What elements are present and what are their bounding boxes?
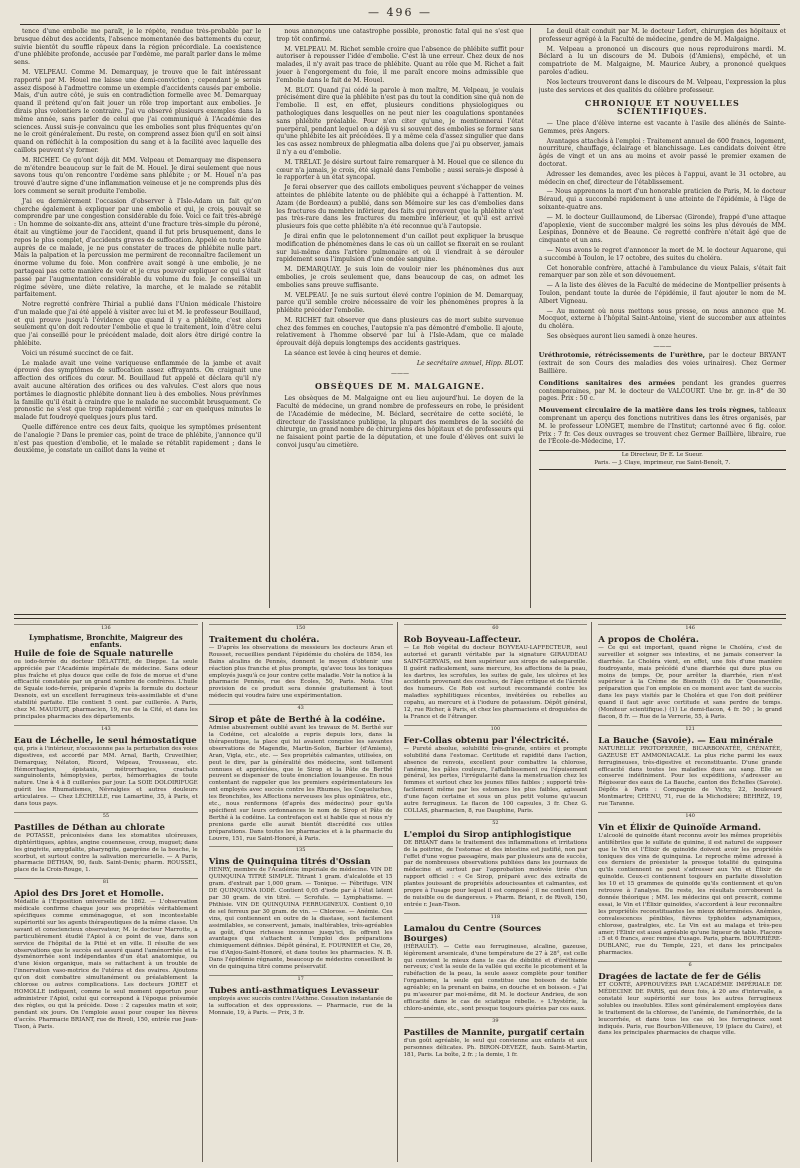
paragraph: Je ferai observer que des caillots emboliques peuvent s'échapper de veines atteintes de phlébite latente ou de phlébite qui a échappé à l'attention. M. Azam (de Bordeaux) a publié, dans son Mémoire sur les cas d'embolies dans les fractures du membre inférieur, des faits qui prouvent que la phlébite n'est pas très-rare dans les fractures du membre inférieur, et qu'il est arrivé plusieurs fois que cette phlébite n'a été reconnue qu'à l'autopsie. xyxy=(276,184,524,231)
paragraph: M. RICHET. Ce qu'ont déjà dit MM. Velpeau et Demarquay me dispensera de m'étendre beaucoup sur le fait de M. Houel. Je dirai seulement que nous savons tous qu'on rencontre l'œdème sans phlébite ; or M. Houel n'a pas trouvé d'autre signe d'une inflammation veineuse et je ne comprends plus dès lors comment se serait produite l'embolie. xyxy=(14,156,262,195)
paragraph: M. TRÉLAT. Je désire surtout faire remarquer à M. Houel que ce silence du cœur n'a jamais, je crois, été signalé dans l'embolie ; aussi serais-je disposé à le rapporter à un état syncopal. xyxy=(276,158,524,182)
advertisement-columns xyxy=(14,622,786,1162)
advertisement xyxy=(404,725,588,815)
bibliography-title: Uréthrotomie, rétrécissements de l'urèthre, xyxy=(538,351,709,360)
separator: ——— xyxy=(653,342,672,350)
paragraph: Le malade avait une veine variqueuse enflammée de la jambe et avait éprouvé des symptômes de suffocation assez effrayants. On craignait une affection des orifices du cœur. M. Bouillaud fut appelé et déclara qu'il n'y avait aucune altération des orifices ou des valvules. C'est alors que nous portâmes le diagnostic phlébite donnant lieu à des embolies. Nous prévînmes la famille qu'il était à craindre que le malade ne succombât brusquement. Ce pronostic ne s'est que trop rapidement vérifié ; car en quelques minutes le malade fut foudroyé quelques jours plus tard. xyxy=(14,359,262,422)
ad-number: 55 xyxy=(14,812,198,820)
ad-body: (HÉRAULT). — Cette eau ferrugineuse, alcaline, gazeuse, légèrement arsenicale, d'une température de 27 à 28°, est celle qui convient le mieux dans le cas de débilité et d'éréthisme nerveux; c'est la seule de la vallée qui excite le picotement et la rubéfaction de la peau, la seule assez complète pour tonifier l'organisme, la seule qui constitue une boisson de table agréable; en la prenant en bains, en douche et en boisson. « J'ai pu m'assurer par moi-même, dit M. le docteur Andrieu, de son efficacité dans le cas de sciatique rebelle. » L'hystérie, la chloro-anémie, etc., sont presque toujours guéries par ces eaux. xyxy=(403,943,588,1012)
advertisement xyxy=(404,1017,588,1059)
bibliography-entry xyxy=(539,380,786,403)
bibliography-entry xyxy=(539,407,786,446)
advertisement xyxy=(14,725,198,808)
ad-body: HENRY, membre de l'Académie impériale de médecine. VIN DE QUINQUINA TITRÉ SIMPLE. Titrant 1 gram. d'alcaloïde et 15 gram. d'extrait par 1,000 gram. — Tonique. — Fébrifuge. VIN DE QUINQUINA IODÉ. Contient 0,05 d'iode par à l'état latent par 30 gram. de vin titré. — Scrofule. — Lymphatisme. — Phthisie. VIN DE QUINQUINA FERRUGINEUX. Contient 0,10 de sel ferreux par 30 gram. de vin. — Chlorose. — Anémie. Ces vins, qui contiennent en outre de la diastase, sont facilement assimilables, se conservent, jamais, inaltérables, très-agréables au goût, d'une richesse inconnue jusqu'ici, ils offrent les avantages qui s'attachent à l'emploi des préparations chimiquement définies. Dépôt général, E. FOURNIER et Cie, 26, rue d'Anjou-Saint-Honoré, et dans toutes les pharmacies. N. B. Dans l'épidémie régnante, beaucoup de médecins conseillent le vin de quinquina titré comme préservatif. xyxy=(208,867,393,971)
advertisement xyxy=(14,812,198,874)
advertisement xyxy=(209,704,393,842)
paragraph: Notre regretté confrère Thirial a publié dans l'Union médicale l'histoire d'un malade que j'ai été appelé à visiter avec lui et M. le professeur Bouillaud, et qui prouve jusqu'à l'évidence que quand il y a phlébite, c'est alors seulement qu'on doit redouter l'embolie et que le traitement, loin d'être celui que j'ai conseillé pour le précédent malade, doit alors être dirigé contre la phlébite. xyxy=(14,301,262,348)
imprint-director: Le Directeur, Dr E. Le Sueur. xyxy=(621,452,703,459)
ads-column-1 xyxy=(14,622,203,1162)
column-middle xyxy=(269,28,530,608)
ad-number: 81 xyxy=(14,878,198,886)
paragraph: Les obsèques de M. Malgaigne ont eu lieu aujourd'hui. Le doyen de la Faculté de médecine, un grand nombre de professeurs en robe, le président de l'Académie de médecine, M. Béclard, secrétaire de cette société, le directeur de l'assistance publique, la plupart des membres de la société de chirurgie, un grand nombre de chirurgiens des hôpitaux et de professeurs qui ne faisaient point partie de la députation, et une foule d'élèves ont suivi le convoi jusqu'au cimetière. xyxy=(276,395,524,450)
ad-title: Vins de Quinquina titrés d'Ossian xyxy=(208,857,371,868)
ad-body: DE BRIANT dans le traitement des inflammations et irritations de la poitrine, de l'estomac et des intestins est justifié, non par l'effet d'une vogue passagère, mais par plusieurs ans de succès, par de nombreuses observations publiées dans les journaux de médecine et surtout par l'approbation motivée tirée d'un rapport officiel : « Ce Sirop, préparé avec des extraits de plantes jouissant de propriétés adoucissantes et calmantes, est propre à l'usage pour lequel il est composé ; il ne contient rien de nuisible ou de dangereux. » Pharm. Briant, r. de Rivoli, 150, entrée r. Jean-Tison. xyxy=(403,839,588,908)
ad-title: Pastilles de Mannite, purgatif certain xyxy=(403,1027,585,1038)
ad-body: qui, pris à l'intérieur, n'occasionne pas la perturbation des voies digestives, est accordé par MM. Arnal, Barth, Cruveilhier, Demarquay, Nélaton, Ricord, Velpeau, Trousseau, etc. Hémorrhagies, épistaxis, métrorrhagies, crachats sanguinolents, hémoptysies, pertes, hémorrhagies de toute nature. Une à 4 à 8 cuillerées par jour. La SOIE DOLOIRIFUGE guérit les Rhumatismes, Névralgies et autres douleurs articulaires. — Chez LÉCHELLE, rue Lamartine, 35, à Paris, et dans tous pays. xyxy=(14,745,198,808)
ad-title: Tubes anti-asthmatiques Levasseur xyxy=(208,985,379,996)
advertisement xyxy=(598,725,782,808)
column-right xyxy=(539,28,786,608)
ad-body: Admise abusivement oublié avant les travaux de M. Berthé sur la Codéine, cet alcaloïde a repris depuis lors, dans la thérapeutique, la place qui lui avaient conquise les savantes observations de Magendie, Martin-Solon, Barbier (d'Amiens), Aran, Vigla, etc., etc. — Ses propriétés calmantes, utilisées, on peut le dire, par la généralité des médecins, sont tellement connues et appréciées, que le Sirop et la Pâte de Berthé peuvent se dispenser de toute énonciation louangeuse. En nous contentant de rappeler que les premiers expérimentateurs les ont employés avec succès contre les Rhumes, les Coqueluches, les Bronchites, les Affections nerveuses les plus opiniâtres, etc., etc., nous renfermons (d'après des médecins) pour qu'ils spécifient sur leurs ordonnances le nom de Sirop et Pâte de Berthé à la codéine. La contrefaçon est si habile que si nous n'y prenions garde elle aurait bientôt discrédité ces utiles préparations. Dans toutes les pharmacies et à la pharmacie du Louvre, 151, rue Saint-Honoré, à Paris. xyxy=(208,725,393,842)
paragraph: M. BLOT. Quand j'ai cédé la parole à mon maître, M. Velpeau, je voulais précisément dire que la phlébite n'est pas du tout la condition sine quâ non de l'embolie. Il est, en effet, plusieurs conditions physiologiques ou pathologiques dans lesquelles on ne peut nier les coagulations spontanées sans phlébite préalable. Pour n'en citer qu'une, je mentionnerai l'état puerpéral, pendant lequel on a déjà vu si souvent des embolies se former sans qu'une phlébite les ait précédées. Il y a même cela d'assez singulier que dans les cas assez nombreux de phlegmatia alba dolens que j'ai pu observer, jamais il n'y a eu d'embolie. xyxy=(276,86,524,156)
ad-body: employés avec succès contre l'Asthme. Cessation instantanée de la suffocation et des oppressions. — Pharmacie, rue de la Monnaie, 19, à Paris. — Prix, 3 fr. xyxy=(208,995,393,1016)
obsequies-text xyxy=(276,395,523,450)
ad-title: La Bauche (Savoie). — Eau minérale xyxy=(598,735,774,746)
ad-number: 39 xyxy=(404,1017,588,1025)
news-item: — Une place d'élève interne est vacante à l'asile des aliénés de Sainte-Gemmes, près Angers. xyxy=(538,119,786,135)
paragraph: nous annonçons une catastrophe possible, pronostic fatal qui ne s'est que trop tôt confirmé. xyxy=(276,28,524,43)
ad-body: L'alcoolé de quinoïde étant reconnu avoir les mêmes propriétés antifébriles que le sulfate de quinine, il est naturel de supposer que le Vin et l'Élixir de quinoïde doivent avoir les propriétés toniques des vins de quinquina. Le reproche même adressé à ces derniers de préexister la presque totalité du quinquina qu'ils contiennent ne peut s'adresser aux Vin et Élixir de quinoïde. Ceux-ci contiennent toujours en parfaite dissolution les 10 et 15 grammes de quinoïde qu'ils contiennent et qu'on retrouve à l'analyse. Du reste, les résultats corroborent la donnée théorique ; MM. les médecins qui ont prescrit, comme essai, le Vin et l'Élixir quinoïdes, s'accordent à leur reconnaître les propriétés reconstituantes les mieux déterminées. Anémies, convalescences pénibles, fièvres typhoïdes adynamiques, chlorose, gastralgies, etc. Le Vin est au malaga et très-peu amer; l'Élixir est aussi agréable qu'une liqueur de table. Flacons : 5 et 6 francs, avec remise d'usage. Paris, pharm. BOURRIÈRE-DUBLANC, rue du Temple, 221, et dans les principales pharmacies. xyxy=(598,832,782,957)
advertisement xyxy=(404,819,588,909)
ads-column-2 xyxy=(209,622,398,1162)
news-item: — Nous avons le regret d'annoncer la mort de M. le docteur Aquarone, qui a succombé à Toulon, le 17 octobre, des suites du choléra. xyxy=(538,246,786,262)
separator: ——— xyxy=(390,369,409,377)
ad-title: Lamalou du Centre (Sources Bourges) xyxy=(403,923,542,944)
ad-number: 150 xyxy=(209,624,393,632)
ad-title: Pastilles de Déthan au chlorate xyxy=(14,822,165,833)
ad-body: d'un goût agréable, le seul qui convienne aux enfants et aux personnes délicates. Ph. BIRON-DEVEZE, faub. Saint-Martin, 181, Paris. La boîte, 2 fr. ; la demie, 1 fr. xyxy=(403,1037,588,1058)
chronicle-text xyxy=(539,120,786,341)
ad-title: Apiol des Drs Joret et Homolle. xyxy=(14,889,164,900)
ad-title: A propos de Choléra. xyxy=(598,634,699,645)
news-item: — M. le docteur Guillaumond, de Libersac (Gironde), frappé d'une attaque d'apoplexie, vient de succomber malgré les soins les plus dévoués de MM. Lespinas, Donnève et de Beaune. Ce regretté confrère n'était âgé que de cinquante et un ans. xyxy=(538,213,786,245)
secretary-signature: Le secrétaire annuel, Hipp. BLOT. xyxy=(416,359,524,367)
ad-number: 135 xyxy=(209,846,393,854)
ad-heading: Lymphatisme, Bronchite, Maigreur des enfants. xyxy=(29,632,183,649)
session-report xyxy=(276,28,523,358)
ad-body: NATURELLE PROTOFERRÉE, BICARBONATÉE, CRÉNATÉE, GAZEUSE ET AMMONIACALE. La plus riche parmi les eaux ferrugineuses, très-digestive et reconstituante. D'une grande efficacité dans toutes les maladies dues au sang. Elle se conserve indéfiniment. Pour les expéditions, s'adresser au Régisseur des eaux de La Bauche, canton des Échelles (Savoie). Dépôts à Paris : Compagnie de Vichy, 22, boulevard Montmartre; CHENU, 71, rue de la Michodière; BEHREZ, 19, rue Taranne. xyxy=(598,745,782,808)
ad-title: Eau de Léchelle, le seul hémostatique xyxy=(14,735,197,746)
bibliography-text: tableaux comprenant un aperçu des fonctions nutritives dans les êtres organisés, par M. le professeur LONGET, membre de l'Institut; cartonné avec 6 fig. color. Prix : 7 fr. Ces deux ouvrages se trouvent chez Germer Baillière, libraire, rue de l'École-de-Médecine, 17. xyxy=(538,407,786,446)
ad-title: Sirop et pâte de Berthé à la codéine. xyxy=(208,715,386,726)
advertisement xyxy=(598,624,782,721)
advertisement xyxy=(404,913,588,1013)
ad-body: de POTASSE, préconisées dans les stomatites ulcéreuses, diphtéritiques, aphtes, angine couenneuse, croup, muguet; dans les gingivite, amygdalite, pharyngite, gangrène de la bouche, le scorbut, et surtout contre la salivation mercurielle. — A Paris, pharmacie DÉTHAN, 90, faub. Saint-Denis; pharm. ROUSSEL, place de la Croix-Rouge, 1. xyxy=(14,832,198,874)
obsequies-title: OBSÈQUES DE M. MALGAIGNE. xyxy=(315,381,485,392)
bibliography-text: pendant les grandes guerres contemporaines, par M. le docteur de VALCOURT. Une br. gr. in-8° de 30 pages. Prix : 50 c. xyxy=(538,379,786,403)
page-number: — 496 — xyxy=(20,6,780,25)
paragraph: M. VELPEAU. Je ne suis surtout élevé contre l'opinion de M. Demarquay, parce qu'il semble croire nécessaire de voir les phénomènes propres à la phlébite précéder l'embolie. xyxy=(276,291,524,315)
advertisement xyxy=(14,878,198,1030)
ad-number: 60 xyxy=(404,624,588,632)
paragraph: M. VELPEAU. Comme M. Demarquay, je trouve que le fait intéressant rapporté par M. Houel me laisse une demi-conviction ; cependant je serais assez disposé à l'admettre comme un exemple d'accidents causés par embolie. Mais, d'un autre côté, je suis en contradiction formelle avec M. Demarquay quand il prétend qu'on fait jouer un rôle trop important aux embolies. Je dirais plus volontiers le contraire. J'ai vu observé plusieurs exemples dans la même année, sans parler de celui que j'ai communiqué à l'Académie des sciences. Aussi suis-je convaincu que les embolies sont plus fréquentes qu'on ne le croit généralement. Du reste, on comprend assez bien qu'il en soit ainsi quand on réfléchit à la composition du sang et à la facilité avec laquelle des caillots peuvent s'y former. xyxy=(14,68,262,154)
ad-number: 52 xyxy=(404,819,588,827)
paragraph: La séance est levée à cinq heures et demie. xyxy=(284,350,422,358)
ad-number: 100 xyxy=(404,725,588,733)
advertisement xyxy=(209,846,393,971)
news-item: Ses obsèques auront lieu samedi à onze heures. xyxy=(546,332,698,340)
ad-body: — Pureté absolue, solubilité très-grande, entière et prompte solubilité dans l'estomac. Certitude et rapidité dans l'action, absence de renvois, excellent pour combattre la chlorose, l'anémie, les pâles couleurs, l'affaiblissement ou l'épuisement général, les pertes, l'irrégularité dans la menstruation chez les femmes et surtout chez les jeunes filles faibles ; supporté très-facilement même par les estomacs les plus faibles, agissant d'une façon certaine et sous un plus petit volume qu'aucun autre ferrugineux. Le flacon de 100 capsules, 3 fr. Chez G. COLLAS, pharmacien, 8, rue Dauphine, Paris. xyxy=(403,745,588,814)
ad-number: 43 xyxy=(209,704,393,712)
advertisement xyxy=(404,624,588,721)
ad-number: 118 xyxy=(404,913,588,921)
paragraph: M. DEMARQUAY. Je suis loin de vouloir nier les phénomènes dus aux embolies, je crois seulement que, dans beaucoup de cas, on admet les embolies sans preuve suffisante. xyxy=(276,266,524,289)
news-item: — Au moment où nous mettons sous presse, on nous annonce que M. Mocquot, externe à l'hôpital Saint-Antoine, vient de succomber aux atteintes du choléra. xyxy=(538,307,786,331)
paragraph: M. Velpeau a prononcé un discours que nous reproduirons mardi. M. Béclard a lu un discours de M. Dubois (d'Amiens), empêché, et un compatriote de M. Malgaigne, M. Maurice Aubry, a prononcé quelques paroles d'adieu. xyxy=(538,45,786,76)
editorial-columns xyxy=(14,28,786,608)
ad-title: Rob Boyveau-Laffecteur. xyxy=(403,634,521,645)
advertisement xyxy=(14,624,198,721)
paragraph: Le deuil était conduit par M. le docteur Lefort, chirurgien des hôpitaux et professeur agrégé à la Faculté de médecine, gendre de M. Malgaigne. xyxy=(538,28,786,43)
ads-column-3 xyxy=(404,622,593,1162)
ad-title: Traitement du choléra. xyxy=(208,634,320,645)
ad-body: — D'après les observations de messieurs les docteurs Aran et Rousset, recueillies pendant l'épidémie du choléra de 1854, les Bains alcalins de Pennès, donnent le moyen d'obtenir une réaction plus franche et plus prompte, qu'avec tous les toniques employés jusqu'à ce jour contre cette maladie. Voir la notice à la pharmacie Pennès, rue des Écoles, 50, Paris. Nota. Une provision de ce produit sera donnée gratuitement à tout médecin qui voudra faire une expérimentation. xyxy=(208,644,393,700)
ad-number: 17 xyxy=(209,975,393,983)
ad-number: 146 xyxy=(598,624,782,632)
advertisement xyxy=(598,961,782,1037)
ad-body: ET CONTÉ, APPROUVÉES PAR L'ACADÉMIE IMPÉRIALE DE MÉDECINE DE PARIS, qui deux fois, à 20 ans d'intervalle, a constaté leur supériorité sur tous les autres ferrugineux solubles ou insolubles. Elles sont généralement employées dans le traitement de la chlorose, de l'anémie, de l'aménorrhée, de la leucorrhée, et dans tous les cas où les ferrugineux sont indiqués. Paris, rue Bourbon-Villeneuve, 19 (place du Caire), et dans les principales pharmacies de chaque ville. xyxy=(598,982,782,1037)
advertisement xyxy=(209,975,393,1017)
ad-title: Vin et Élixir de Quinoïde Armand. xyxy=(598,822,761,833)
ad-body: — Ce qui est important, quand règne le Choléra, c'est de surveiller et soigner ses intestins, et ne jamais conserver la diarrhée. Le Choléra vient, en effet, une fois d'une manière foudroyante, mais précédé d'une diarrhée qui dure plus ou moins de temps. Or, pour arrêter la diarrhée, rien n'est supérieur à la Crème de Bismuth (1) du Dr Quesneville, préparation que l'on emploie en ce moment avec tant de succès dans les pays visités par le Choléra et que l'on doit préférer quand il faut agir avec certitude et sans perdre de temps. (Moniteur scientifique.) (1) Le demi-flacon, 4 fr. 50 ; le grand flacon, 8 fr. — Rue de la Verrerie, 55, à Paris. xyxy=(598,644,782,720)
paragraph: tence d'une embolie me paraît, je le répète, rendue très-probable par le brusque début des accidents, l'absence momentanée des battements du cœur, suivie bientôt du souffle râpeux dans la région précordiale. La coexistence d'une phlébite profonde, accusée par l'œdème, me paraît parler dans le même sens. xyxy=(14,28,262,67)
bibliography-title: Conditions sanitaires des armées xyxy=(538,378,683,387)
news-item: Adresser les demandes, avec les pièces à l'appui, avant le 31 octobre, au médecin en chef, directeur de l'établissement. xyxy=(538,170,786,186)
bibliography xyxy=(539,352,786,446)
ad-number: 143 xyxy=(14,725,198,733)
advertisement xyxy=(598,812,782,957)
bibliography-title: Mouvement circulaire de la matière dans les trois règnes, xyxy=(538,406,760,415)
paragraph: M. RICHET fait observer que dans plusieurs cas de mort subite survenue chez des femmes en couches, l'autopsie n'a pas démontré d'embolie. Il ajoute, relativement à l'homme observé par lui à l'Isle-Adam, que ce malade éprouvait déjà depuis longtemps des accidents gastriques. xyxy=(276,316,524,348)
advertisement xyxy=(209,624,393,700)
chronicle-title: CHRONIQUE ET NOUVELLES SCIENTIFIQUES. xyxy=(584,98,740,117)
section-divider xyxy=(14,614,786,619)
ad-title: Dragées de lactate de fer de Gélis xyxy=(598,972,761,983)
ad-body: ou iodo-ferrée du docteur DELATTRE, de Dieppe. La seule appréciée par l'Académie impériale de médecine. Sans odeur plus fraîche et plus douce que celle de foie de morue et d'une efficacité constatée par un grand nombre de confrères. L'huile de Squale iodo-ferrée, préparée d'après la formule du docteur Desnoix, est un excellent ferrugineux très-assimilable et d'une stabilité parfaite. Elle contient 5 cent. par cuillerée. A Paris, chez M. MAUDUIT, pharmacien, 19, rue de la Cité, et dans les principales pharmacies des départements. xyxy=(14,658,198,720)
paragraph: Je dirai enfin que le pelotonnement d'un caillot peut expliquer la brusque modification de phénomènes dans le cas où un caillot se fixerait en se roulant sur lui-même dans l'artère pulmonaire et où il viendrait à se dérouler rapidement sous l'impulsion d'une ondée sanguine. xyxy=(276,232,524,264)
ad-number: 140 xyxy=(598,812,782,820)
news-item: — A la liste des élèves de la Faculté de médecine de Montpellier présents à Toulon, pendant toute la durée de l'épidémie, il faut ajouter le nom de M. Albert Vigneau. xyxy=(538,282,786,305)
ad-title: Huile de foie de Squale naturelle xyxy=(14,648,174,659)
ad-number: 6 xyxy=(598,961,782,969)
ad-title: Fer-Collas obtenu par l'électricité. xyxy=(403,735,569,746)
paragraph: Voici un résumé succinct de ce fait. xyxy=(22,349,134,357)
news-item: Cet honorable confrère, attaché à l'ambulance du vieux Palais, s'était fait remarquer par son zèle et son dévouement. xyxy=(538,264,786,280)
ad-title: L'emploi du Sirop antiphlogistique xyxy=(403,829,572,840)
news-item: — Nous apprenons la mort d'un honorable praticien de Paris, M. le docteur Béraud, qui a succombé rapidement à une atteinte de l'épidémie, à l'âge de soixante-quatre ans. xyxy=(538,188,786,211)
paragraph: Nos lecteurs trouveront dans le discours de M. Velpeau, l'expression la plus juste des services et des qualités du célèbre professeur. xyxy=(538,78,786,94)
imprint xyxy=(539,450,786,470)
ads-column-4 xyxy=(598,622,786,1162)
funeral-text xyxy=(539,28,786,94)
paragraph: J'ai eu dernièrement l'occasion d'observer à l'Isle-Adam un fait qu'on cherche également à expliquer par une embolie et qui, je crois, pouvait se comprendre par une congestion considérable du foie. Voici ce fait très-abrégé : Un homme de soixante-dix ans, atteint d'une fracture très-simple du péroné, était au vingtième jour de l'accident, quand il fut pris brusquement, dans le repos le plus complet, d'accidents graves de suffocation. Appelé en toute hâte auprès de ce malade, je ne pus constater de traces de phlébite nulle part. Mais la palpation et la percussion me permirent de reconnaître facilement un énorme volume du foie. Mon confrère avait songé à une embolie, je ne partageai pas cette manière de voir et je crus pouvoir expliquer ce qui s'était passé par l'augmentation considérable du volume du foie. Je conseillai un régime sévère, une diète relative, la marche, et le malade se rétablit parfaitement. xyxy=(14,197,262,299)
ad-number: 121 xyxy=(598,725,782,733)
ad-body: Médaille à l'Exposition universelle de 1862. — L'observation médicale confirme chaque jour ses propriétés véritablement spécifiques comme emménagogue, et son incontestable supériorité sur les agents thérapeutiques de la même classe. Un savant et consciencieux observateur, M. le docteur Marrotte, a particulièrement étudié l'Apiol à ce point de vue, dans son service de l'hôpital de la Pitié et en ville. Il résulte de ses observations que le succès est assuré quand l'aménorrhée et la dysménorrhée sont indépendantes d'un état anatomique, ou d'une lésion organique, mais se rattachent à un trouble de l'innervation vaso-motrice de l'utérus et des ovaires. Ajoutons qu'on doit combattre simultanément ou préalablement la chlorose ou autres complications. Les docteurs JORET et HOMOLLE indiquent, comme le seul moment opportun pour administrer l'Apiol, celui qui correspond à l'époque présumée des règles, ou qui la précède. Dose : 2 capsules matin et soir, pendant six jours. On l'emploie aussi pour couper les fièvres d'accès. Pharmacie BRIANT, rue de Rivoli, 150, entrée rue Jean-Tison, à Paris. xyxy=(14,899,198,1030)
column-left xyxy=(14,28,261,608)
paragraph: M. VELPEAU. M. Richet semble croire que l'absence de phlébite suffit pour autoriser à repousser l'idée d'embolie. C'est là une erreur. Chez deux de nos malades, il n'y avait pas trace de phlébite. Quant au rôle que M. Richet a fait jouer à l'engorgement du foie, il me paraît encore moins admissible que l'embolie dans le fait de M. Houel. xyxy=(276,45,524,84)
news-item: Avantages attachés à l'emploi : Traitement annuel de 600 francs, logement, nourriture, chauffage, éclairage et blanchissage. Les candidats doivent être âgés de vingt et un ans au moins et avoir passé le premier examen de doctorat. xyxy=(538,137,786,168)
ad-body: — Le Rob végétal du docteur BOYVEAU-LAFFECTEUR, seul autorisé et garanti véritable par la signature GIRAUDEAU SAINT-GERVAIS, est bien supérieur aux sirops de salsepareille. Il guérit radicalement, sans mercure, les affections de la peau, les dartres, les scrofules, les suites de gale, les ulcères et les accidents provenant des couches, de l'âge critique et de l'âcreté des humeurs. Ce Rob est surtout recommandé contre les maladies syphilitiques récentes, invétérées ou rebelles au copahu, au mercure et à l'iodure de potassium. Dépôt général, 12, rue Richer, à Paris, et chez les pharmaciens et droguistes de la France et de l'étranger. xyxy=(403,644,588,720)
imprint-printer: Paris. — J. Claye, imprimeur, rue Saint-Benoît, 7. xyxy=(594,460,731,467)
bibliography-entry xyxy=(539,352,786,375)
ad-number: 136 xyxy=(14,624,198,632)
paragraph: Quelle différence entre ces deux faits, quoique les symptômes présentent de l'analogie ? Dans le premier cas, point de trace de phlébite, j'annonce qu'il n'est pas question d'embolie, et le malade se rétablit rapidement ; dans le deuxième, je constate un caillot dans la veine et xyxy=(14,424,262,455)
bibliography-text: par le docteur BRYANT (extrait de son Cours des maladies des voies urinaires). Chez Germer Baillière. xyxy=(538,352,786,376)
